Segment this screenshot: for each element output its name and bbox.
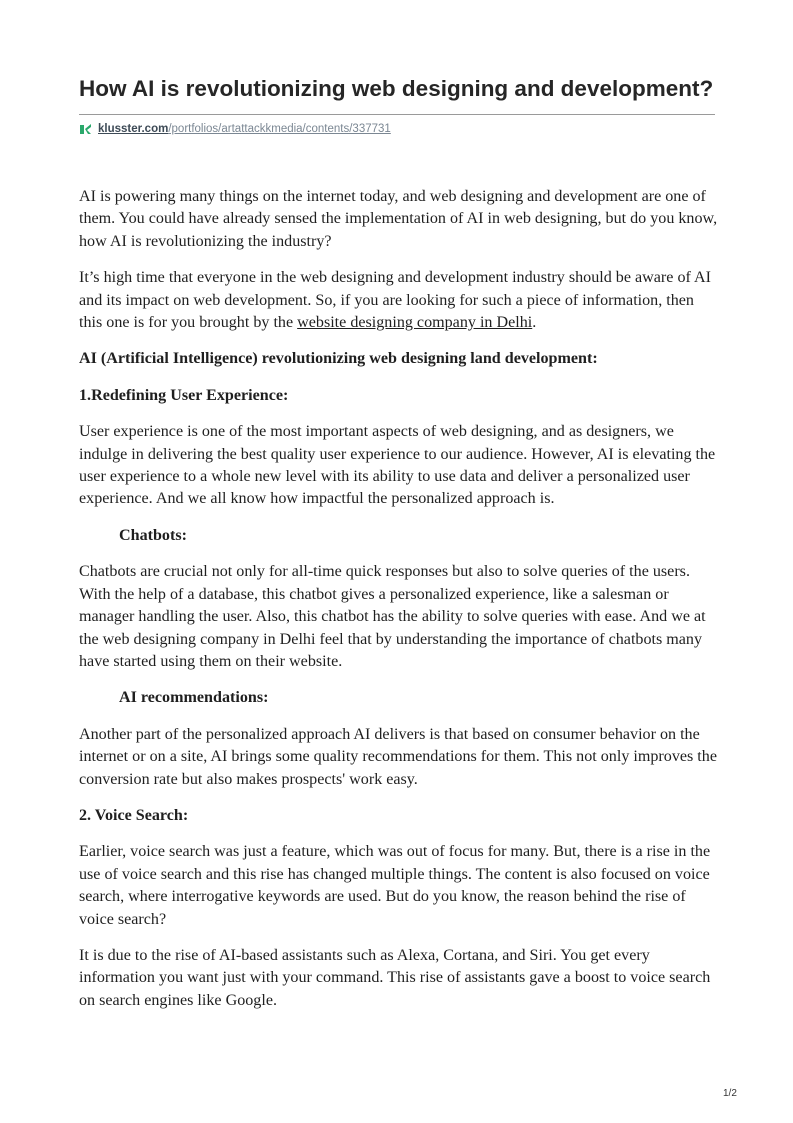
voice-search-heading: 2. Voice Search: (79, 806, 189, 824)
article-body (79, 186, 719, 1026)
chatbots-heading: Chatbots: (119, 526, 187, 544)
source-link[interactable] (79, 122, 715, 136)
ux-paragraph: User experience is one of the most important aspects of web designing, and as designers, we indulge in delivering the best quality user experience to our audience. However, AI is elevating the user experience to a whole new level with its ability to use data and deliver a personalized user experience. And we all know how impactful the personalized approach is. (79, 423, 716, 508)
chatbots-paragraph: Chatbots are crucial not only for all-time quick responses but also to solve queries of the users. With the help of a database, this chatbot gives a personalized experience, like a salesman or manager handling the user. Also, this chatbot has the ability to solve queries with ease. And we at the web designing company in Delhi feel that by understanding the importance of chatbots many have started using them on their website. (79, 563, 706, 670)
voice-search-paragraph-1: Earlier, voice search was just a feature, which was out of focus for many. But, there is a rise in the use of voice search and this rise has changed multiple things. The content is also focused on voice search, where interrogative keywords are used. But do you know, the reason behind the rise of voice search? (79, 843, 711, 928)
recommendations-heading: AI recommendations: (119, 689, 269, 707)
recommendations-paragraph: Another part of the personalized approach AI delivers is that based on consumer behavior on the internet or on a site, AI brings some quality recommendations for them. This not only improves the conversion rate but also makes prospects' work easy. (79, 725, 717, 788)
klusster-logo-icon (79, 123, 92, 136)
page-title: How AI is revolutionizing web designing and development? (79, 76, 714, 101)
second-paragraph-text: It’s high time that everyone in the web designing and development industry should be aware of AI and its impact on web development. So, if you are looking for such a piece of information, then this one is for you brought by the (79, 269, 711, 332)
second-paragraph-end: . (532, 314, 537, 332)
website-designing-company-link[interactable]: website designing company in Delhi (297, 314, 533, 332)
second-paragraph (79, 267, 719, 334)
header-divider (79, 114, 715, 115)
article-header (79, 74, 715, 136)
intro-paragraph: AI is powering many things on the internet today, and web designing and development are one of them. You could have already sensed the implementation of AI in web designing, but do you know, how AI is revolutionizing the industry? (79, 188, 718, 250)
source-domain[interactable]: klusster.com (98, 123, 169, 135)
voice-search-paragraph-2: It is due to the rise of AI-based assistants such as Alexa, Cortana, and Siri. You get every information you want just with your command. This rise of assistants gave a boost to voice search on search engines like Google. (79, 946, 711, 1009)
ux-heading: 1.Redefining User Experience: (79, 386, 289, 404)
source-path[interactable]: /portfolios/artattackkmedia/contents/337731 (168, 123, 391, 135)
section-heading: AI (Artificial Intelligence) revolutionizing web designing land development: (79, 350, 598, 368)
page-number: 1/2 (723, 1088, 737, 1099)
